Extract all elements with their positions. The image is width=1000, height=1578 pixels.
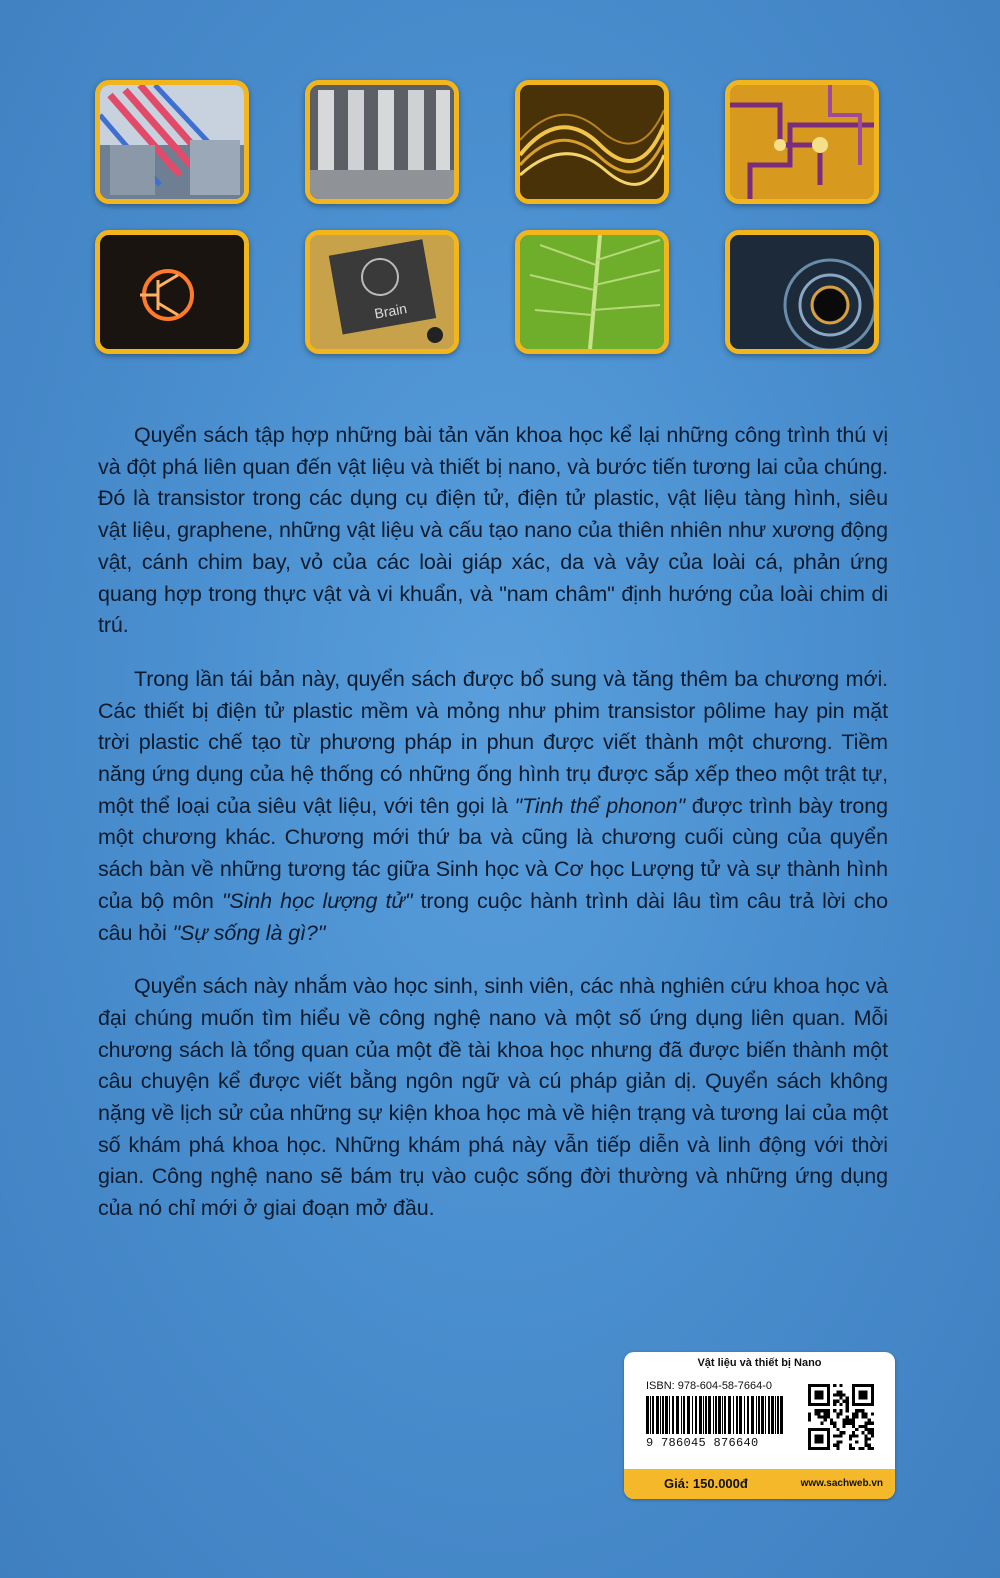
brain-chip-label: Brain: [373, 300, 409, 322]
paragraph-1: Quyển sách tập hợp những bài tản văn khoa học kể lại những công trình thú vị và đột phá liên quan đến vật liệu và thiết bị nano, và bước tiến tương lai của chúng. Đó là transistor trong các dụng cụ điện tử, điện tử plastic, vật liệu tàng hình, siêu vật liệu, graphene, những vật liệu và cấu tạo nano của thiên nhiên như xương động vật, cánh chim bay, vỏ của các loài giáp xác, da và vảy của loài cá, phản ứng quang hợp trong thực vật và vi khuẩn, và "nam châm" định hướng của loài chim di trú.: [98, 423, 888, 638]
thumbnail-grid: [95, 80, 895, 365]
sticker-title: Vật liệu và thiết bị Nano: [697, 1357, 822, 1369]
thumbnail-circuit: [725, 80, 879, 204]
cloak-wave-icon: [100, 85, 244, 199]
price-label: Giá: 150.000đ: [664, 1476, 748, 1491]
thumbnail-nanopillar: [305, 80, 459, 204]
website-label: www.sachweb.vn: [800, 1478, 883, 1489]
paragraph-3: Quyển sách này nhắm vào học sinh, sinh viên, các nhà nghiên cứu khoa học và đại chúng muốn tìm hiểu về công nghệ nano và một số ứng dụng liên quan. Mỗi chương sách là tổng quan của một đề tài khoa học nhưng đã được biến thành một câu chuyện kể được viết bằng ngôn ngữ và cú pháp giản dị. Quyển sách không nặng về lịch sử của những sự kiện khoa học mà về hiện trạng và tương lai của một số khám phá khoa học. Những khám phá này vẫn tiếp diễn và linh động với thời gian. Công nghệ nano sẽ bám trụ vào cuộc sống đời thường và những ứng dụng của nó chỉ mới ở giai đoạn mở đầu.: [98, 974, 888, 1221]
barcode-icon: [646, 1396, 786, 1434]
price-bar: [624, 1469, 895, 1499]
thumbnail-nanotube: [725, 230, 879, 354]
nanopillar-icon: [310, 85, 454, 199]
thumbnail-graphene: [515, 80, 669, 204]
paragraph-2-italic-3: "Sự sống là gì?": [172, 920, 326, 945]
paragraph-2-italic-2: "Sinh học lượng tử": [221, 888, 413, 913]
thumbnail-leaf: [515, 230, 669, 354]
paragraph-2-text-a: Trong lần tái bản này, quyển sách được bổ sung và tăng thêm ba chương mới. Các thiết bị điện tử plastic mềm và mỏng như phim transistor pôlime hay pin mặt trời plastic chế tạo từ phương pháp in phun được viết thành một chương. Tiềm năng ứng dụng của hệ thống có những ống hình trụ được sắp xếp theo một trật tự, một thể loại của siêu vật liệu, với tên gọi là: [98, 666, 888, 818]
nanotube-icon: [730, 235, 874, 349]
isbn-label: ISBN: 978-604-58-7664-0: [646, 1380, 772, 1392]
price-sticker: [624, 1352, 895, 1499]
barcode-number: 9 786045 876640: [646, 1436, 759, 1450]
leaf-icon: [520, 235, 664, 349]
thumbnail-transistor: [95, 230, 249, 354]
paragraph-2-text-b: được trình bày trong một chương khác. Chương mới thứ ba và cũng là chương cuối cùng của quyển sách bàn về những tương tác giữa Sinh học và Cơ học Lượng tử và sự thành hình của bộ môn: [98, 793, 888, 913]
qr-code-icon: [808, 1384, 874, 1450]
circuit-icon: [730, 85, 874, 199]
transistor-glow-icon: [100, 235, 244, 349]
brain-chip-icon: [310, 235, 454, 349]
paragraph-2-text-c: trong cuộc hành trình dài lâu tìm câu trả lời cho câu hỏi: [98, 888, 888, 945]
description-text: [98, 420, 888, 1247]
paragraph-2: [98, 664, 888, 949]
thumbnail-cloak: [95, 80, 249, 204]
graphene-wave-icon: [520, 85, 664, 199]
paragraph-2-italic-1: "Tinh thể phonon": [514, 793, 685, 818]
thumbnail-brain-chip: [305, 230, 459, 354]
